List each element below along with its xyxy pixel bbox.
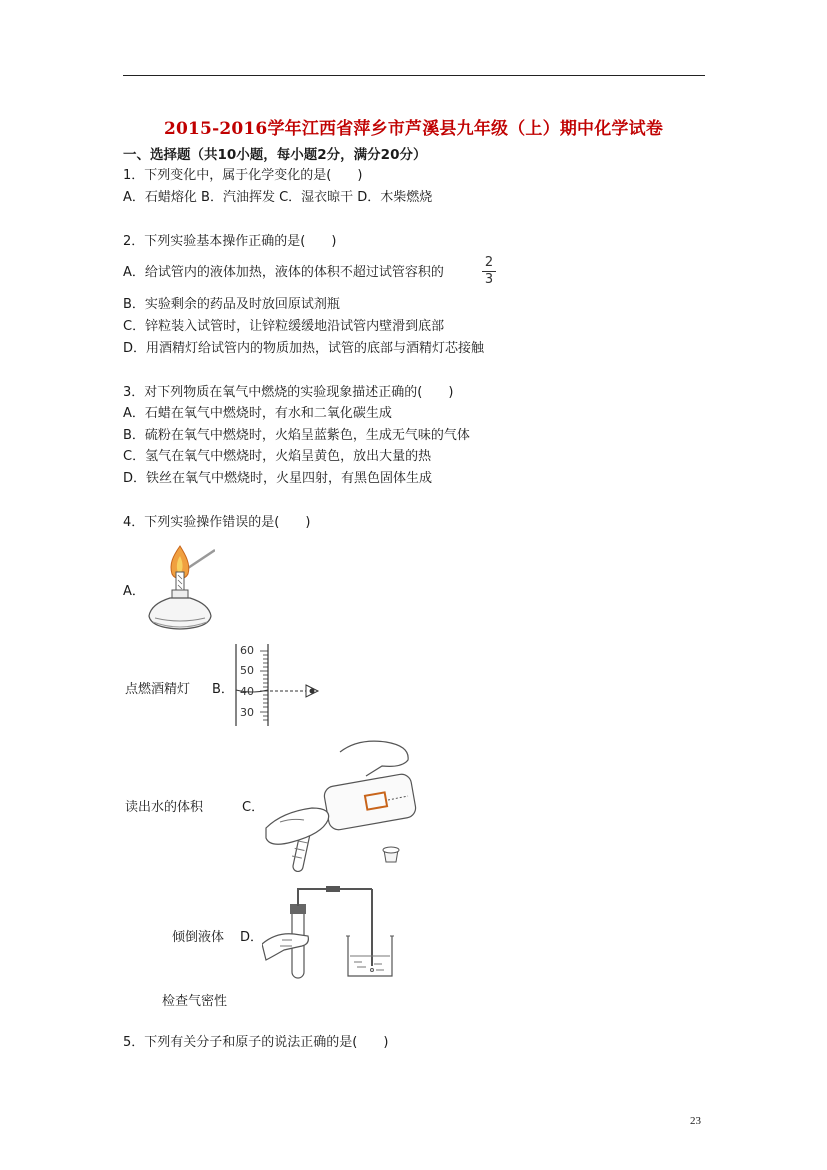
q4-caption-b: 读出水的体积 xyxy=(125,800,204,815)
q2-stem: 2．下列实验基本操作正确的是( ) xyxy=(123,234,337,249)
q4-stem: 4．下列实验操作错误的是( ) xyxy=(123,515,311,530)
fraction-numerator: 2 xyxy=(484,255,494,270)
scale-tick-60: 60 xyxy=(240,644,254,657)
q1-stem: 1．下列变化中，属于化学变化的是( ) xyxy=(123,168,363,183)
q2-option-a: A．给试管内的液体加热，液体的体积不超过试管容积的 xyxy=(123,265,444,280)
q3-option-d: D．铁丝在氧气中燃烧时，火星四射，有黑色固体生成 xyxy=(123,471,433,486)
fraction-two-thirds xyxy=(482,256,496,287)
q3-option-a: A．石蜡在氧气中燃烧时，有水和二氧化碳生成 xyxy=(123,406,392,421)
q4-caption-c: 倾倒液体 xyxy=(172,930,225,945)
alcohol-lamp-lighting-figure xyxy=(145,542,215,634)
graduated-cylinder-figure xyxy=(232,640,327,728)
page-number: 23 xyxy=(690,1115,701,1127)
q2-option-b: B．实验剩余的药品及时放回原试剂瓶 xyxy=(123,297,340,312)
header-rule xyxy=(123,75,705,76)
q3-stem: 3．对下列物质在氧气中燃烧的实验现象描述正确的( ) xyxy=(123,385,454,400)
scale-tick-30: 30 xyxy=(240,706,254,719)
q4-label-b: B． xyxy=(212,682,234,697)
q5-stem: 5．下列有关分子和原子的说法正确的是( ) xyxy=(123,1035,389,1050)
q4-label-d: D． xyxy=(240,930,264,945)
scale-tick-40: 40 xyxy=(240,685,254,698)
q4-caption-d: 检查气密性 xyxy=(162,994,228,1009)
q3-option-b: B．硫粉在氧气中燃烧时，火焰呈蓝紫色，生成无气味的气体 xyxy=(123,428,470,443)
q1-options: A．石蜡熔化 B．汽油挥发 C．湿衣晾干 D．木柴燃烧 xyxy=(123,190,433,205)
pouring-liquid-figure xyxy=(262,738,422,872)
section-heading: 一、选择题（共10小题，每小题2分，满分20分） xyxy=(123,147,427,163)
airtightness-check-figure xyxy=(262,884,402,980)
q4-caption-a: 点燃酒精灯 xyxy=(125,682,191,697)
exam-title: 2015-2016学年江西省萍乡市芦溪县九年级（上）期中化学试卷 xyxy=(163,119,664,139)
q2-option-c: C．锌粒装入试管时，让锌粒缓缓地沿试管内壁滑到底部 xyxy=(123,319,445,334)
fraction-denominator: 3 xyxy=(484,272,494,287)
q2-option-d: D．用酒精灯给试管内的物质加热，试管的底部与酒精灯芯接触 xyxy=(123,341,485,356)
scale-tick-50: 50 xyxy=(240,664,254,677)
q4-label-c: C． xyxy=(242,800,265,815)
q3-option-c: C．氢气在氧气中燃烧时，火焰呈黄色，放出大量的热 xyxy=(123,449,432,464)
q4-label-a: A． xyxy=(123,584,145,599)
